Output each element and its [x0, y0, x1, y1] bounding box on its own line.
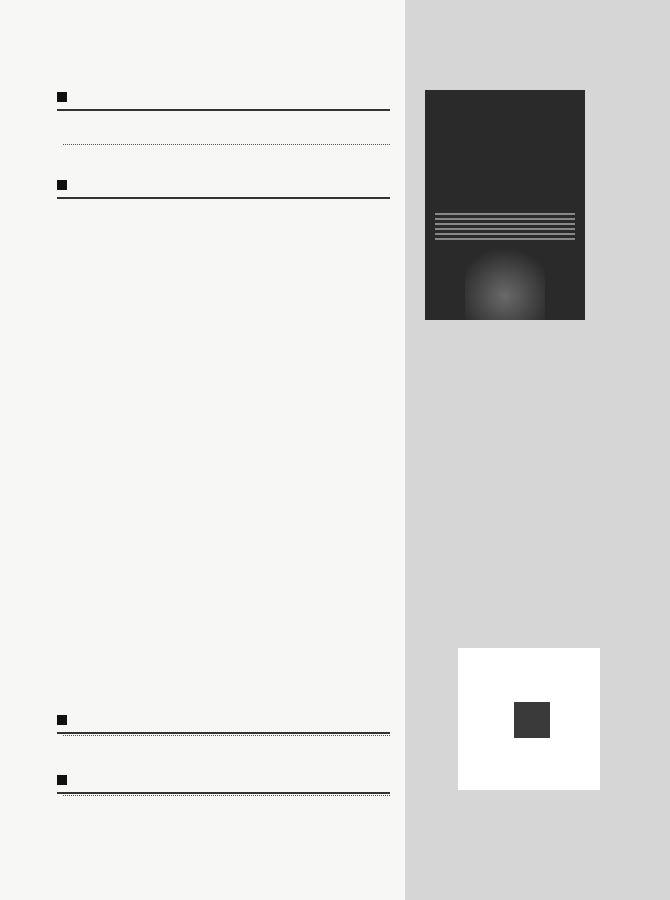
toc-entry-photo-news[interactable]	[60, 738, 393, 739]
toc-entry-author	[60, 147, 393, 148]
section-rule	[57, 792, 390, 794]
section-header-cover-photo	[57, 775, 75, 785]
section-rule	[57, 732, 390, 734]
toc-entry-cover-photo[interactable]	[60, 798, 393, 799]
section-header-local	[57, 180, 75, 190]
square-bullet-icon	[57, 180, 67, 190]
section-rule	[57, 109, 390, 111]
section-header-members	[57, 92, 75, 102]
square-bullet-icon	[57, 92, 67, 102]
editorial-info	[422, 365, 662, 382]
section-header-photo-news	[57, 715, 75, 725]
cover-toc-lines	[435, 210, 575, 243]
wechat-qr-code	[458, 648, 600, 790]
qr-logo	[512, 700, 552, 740]
cover-plant-photo	[465, 240, 545, 320]
magazine-cover-image	[425, 90, 585, 320]
square-bullet-icon	[57, 775, 67, 785]
square-bullet-icon	[57, 715, 67, 725]
section-rule	[57, 197, 390, 199]
